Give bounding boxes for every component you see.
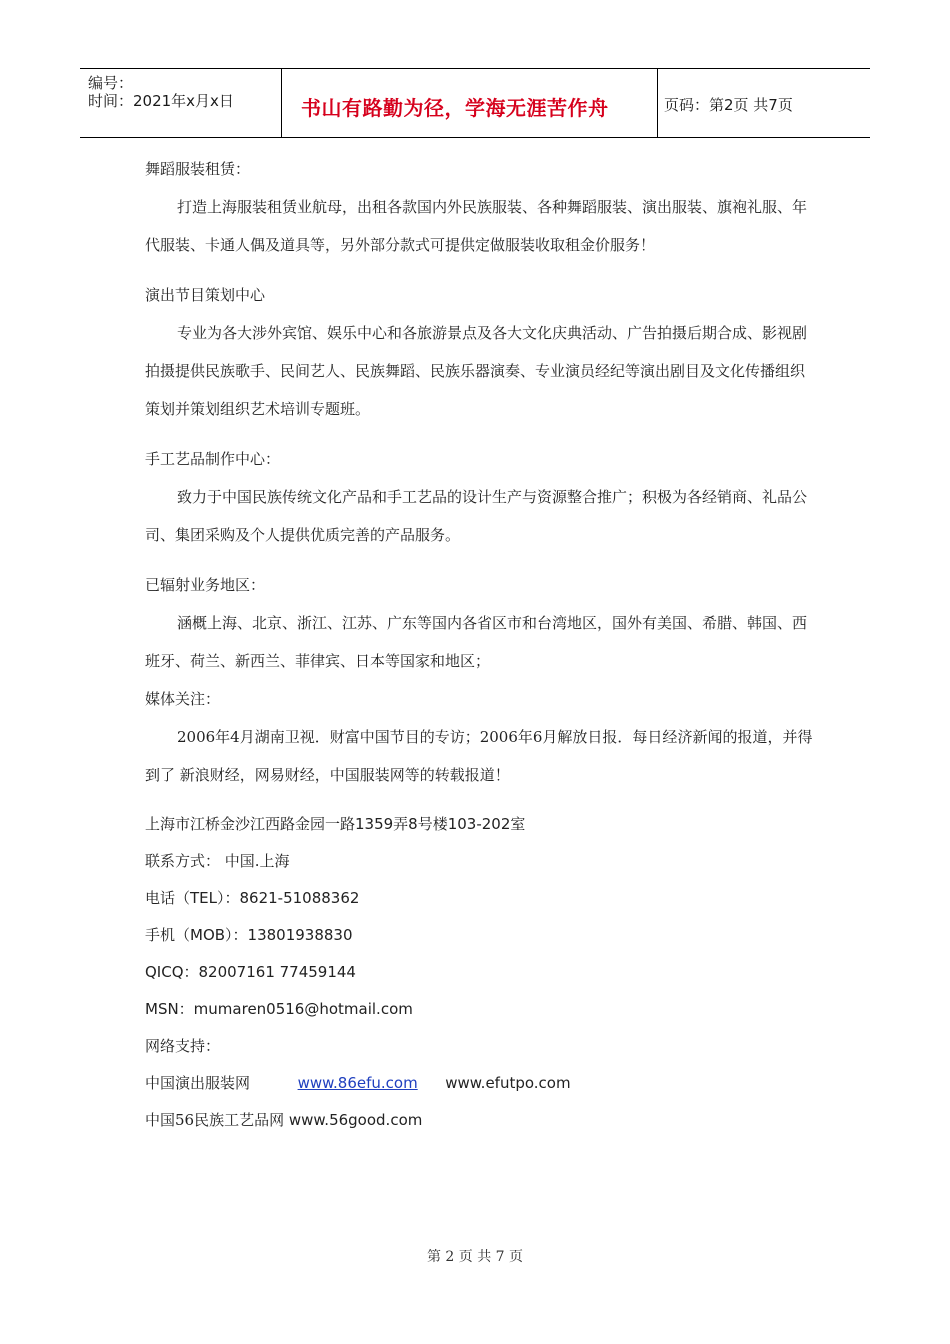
document-body — [145, 150, 815, 1139]
section-body-media: 2006年4月湖南卫视．财富中国节目的专访；2006年6月解放日报．每日经济新闻的报道，并得到了 新浪财经，网易财经，中国服装网等的转载报道！ — [145, 728, 813, 784]
section-body-crafts: 致力于中国民族传统文化产品和手工艺品的设计生产与资源整合推广；积极为各经销商、礼品公司、集团采购及个人提供优质完善的产品服务。 — [145, 488, 808, 544]
section-title-dance: 舞蹈服装租赁： — [145, 160, 251, 178]
section-title-media: 媒体关注： — [145, 690, 221, 708]
section-title-crafts: 手工艺品制作中心： — [145, 450, 281, 468]
section-body-dance: 打造上海服装租赁业航母，出租各款国内外民族服装、各种舞蹈服装、演出服装、旗袍礼服、年代服装、卡通人偶及道具等，另外部分款式可提供定做服装收取租金价服务！ — [145, 198, 808, 254]
section-title-planning: 演出节目策划中心 — [145, 286, 266, 304]
page-header — [80, 68, 870, 138]
site1-link[interactable]: www.86efu.com — [297, 1074, 418, 1092]
site2-url: www.56good.com — [288, 1111, 423, 1129]
contact-qicq: QICQ：82007161 77459144 — [145, 963, 356, 981]
header-page-cell — [658, 69, 870, 137]
section-body-regions: 涵概上海、北京、浙江、江苏、广东等国内各省区市和台湾地区，国外有美国、希腊、韩国、西班牙、荷兰、新西兰、菲律宾、日本等国家和地区； — [145, 614, 808, 670]
page-footer: 第 2 页 共 7 页 — [426, 1249, 524, 1265]
site1-name: 中国演出服装网 — [145, 1074, 251, 1092]
site1-url2: www.efutpo.com — [445, 1074, 571, 1092]
header-meta-cell — [80, 69, 282, 137]
contact-mob: 手机（MOB）：13801938830 — [145, 926, 353, 944]
contact-address: 上海市江桥金沙江西路金园一路1359弄8号楼103-202室 — [145, 815, 526, 833]
section-body-planning: 专业为各大涉外宾馆、娱乐中心和各旅游景点及各大文化庆典活动、广告拍摄后期合成、影视剧拍摄提供民族歌手、民间艺人、民族舞蹈、民族乐器演奏、专业演员经纪等演出剧目及文化传播组织策划并策划组织艺术培训专题班。 — [145, 324, 808, 418]
time-label: 时间：2021年x月x日 — [88, 92, 234, 110]
motto-text: 书山有路勤为径，学海无涯苦作舟 — [301, 96, 609, 120]
contact-msn: MSN：mumaren0516@hotmail.com — [145, 1000, 413, 1018]
header-motto-cell — [281, 69, 658, 137]
site2-name: 中国56民族工艺品网 — [145, 1111, 285, 1129]
contact-tel: 电话（TEL）：8621-51088362 — [145, 889, 360, 907]
site-line-1 — [145, 1065, 815, 1102]
network-support-label: 网络支持： — [145, 1037, 221, 1055]
site-line-2 — [145, 1102, 815, 1139]
page-info: 页码：第2页 共7页 — [664, 96, 793, 114]
contact-method: 联系方式： 中国.上海 — [145, 852, 290, 870]
section-title-regions: 已辐射业务地区： — [145, 576, 266, 594]
number-label: 编号： — [88, 74, 134, 92]
